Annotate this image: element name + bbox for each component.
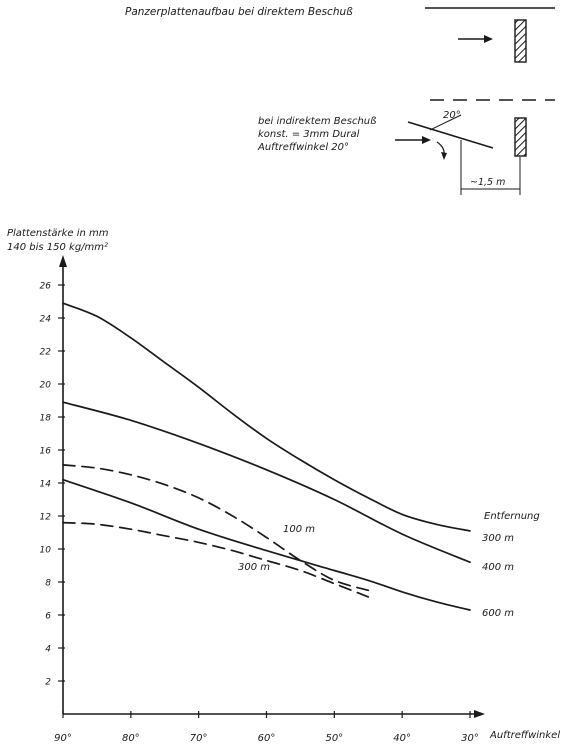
x-ticks [54, 711, 479, 744]
series-line-600m [63, 480, 470, 610]
y-tick-label-14: 14 [39, 479, 51, 490]
series-label-100m-dashed: 100 m [283, 524, 316, 535]
x-tick-label-90: 90° [54, 733, 72, 744]
x-tick-label-40: 40° [393, 733, 412, 744]
indirect-target-plate [515, 118, 526, 156]
y-tick-label-26: 26 [39, 281, 51, 292]
indirect-line-1: bei indirektem Beschuß [258, 116, 377, 127]
y-tick-label-20: 20 [39, 380, 51, 391]
distance-label: ~1,5 m [470, 177, 506, 188]
x-axis-arrowhead [474, 710, 485, 718]
series-label-600m: 600 m [482, 608, 515, 619]
y-axis-sublabel: 140 bis 150 kg/mm² [7, 242, 109, 253]
series-label-300m: 300 m [482, 533, 515, 544]
indirect-line-3: Auftreffwinkel 20° [258, 142, 350, 153]
x-tick-label-60: 60° [257, 733, 276, 744]
y-ticks [40, 282, 65, 688]
x-tick-label-70: 70° [189, 733, 208, 744]
y-axis-label: Plattenstärke in mm [7, 228, 109, 239]
indirect-arrow [395, 136, 431, 144]
direct-arrow [458, 35, 493, 43]
legend-title: Entfernung [484, 511, 540, 522]
indirect-line-2: konst. = 3mm Dural [258, 129, 360, 140]
y-tick-label-16: 16 [39, 446, 51, 457]
y-tick-label-2: 2 [45, 677, 51, 688]
series-line-100m-dashed [63, 465, 368, 590]
direct-target-plate [515, 20, 526, 62]
x-tick-label-30: 30° [461, 733, 479, 744]
y-axis-arrowhead [59, 255, 67, 267]
y-tick-label-8: 8 [45, 578, 51, 589]
y-tick-label-24: 24 [39, 314, 51, 325]
angle-arc-arrowhead [441, 152, 447, 160]
y-tick-label-10: 10 [39, 545, 51, 556]
y-tick-label-18: 18 [39, 413, 51, 424]
x-tick-label-80: 80° [121, 733, 140, 744]
x-axis-label: Auftreffwinkel [490, 730, 561, 741]
series-line-300m-dashed [63, 523, 368, 597]
direct-title: Panzerplattenaufbau bei direktem Beschuß [125, 6, 353, 18]
x-tick-label-50: 50° [325, 733, 344, 744]
series-label-300m-dashed: 300 m [238, 562, 271, 573]
y-tick-label-4: 4 [45, 644, 51, 655]
series-label-400m: 400 m [482, 562, 515, 573]
inclined-plate [408, 122, 493, 148]
indirect-caption [257, 116, 376, 153]
y-tick-label-22: 22 [39, 347, 51, 358]
y-tick-label-12: 12 [39, 512, 51, 523]
y-tick-label-6: 6 [45, 611, 51, 622]
series-line-300m [63, 303, 470, 531]
angle-label: 20° [443, 110, 461, 121]
